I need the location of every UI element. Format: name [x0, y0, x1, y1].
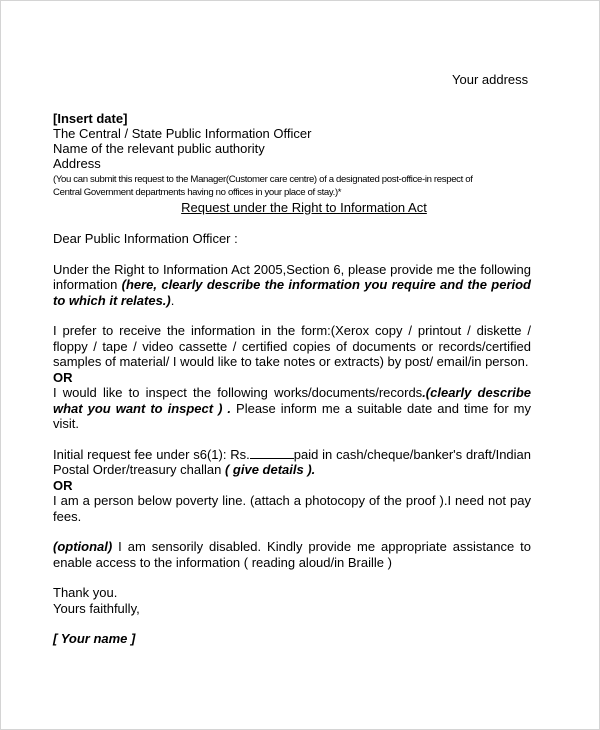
letter-header [53, 111, 533, 215]
letter-body [53, 231, 531, 647]
valediction-line: Yours faithfully, [53, 601, 140, 616]
sender-address: Your address [452, 72, 529, 87]
fee-amount-blank [250, 447, 294, 459]
thanks-line: Thank you. [53, 585, 118, 600]
disability-text: I am sensorily disabled. Kindly provide me appropriate assistance to enable access to the information ( reading aloud/in Braille ) [53, 539, 531, 570]
information-request-text: Under the Right to Information Act 2005,Section 6, please provide me the following information [53, 261, 531, 292]
recipient-title: The Central / State Public Information Officer [53, 126, 312, 141]
or-separator-1: OR [53, 369, 73, 385]
optional-label: (optional) [53, 539, 113, 554]
name-placeholder: [ Your name ] [53, 631, 136, 646]
inspection-tail: Please inform me a suitable date and time for my visit. [53, 400, 531, 431]
inspection-paragraph [53, 385, 531, 432]
submission-note-line-1: (You can submit this request to the Manager(Customer care centre) of a designated post-office-in respect of [53, 174, 473, 185]
salutation: Dear Public Information Officer : [53, 231, 238, 246]
or-separator-2: OR [53, 477, 73, 493]
date-placeholder: [Insert date] [53, 111, 128, 126]
information-request-instruction: (here, clearly describe the information you require and the period to which it relates.) [53, 277, 531, 308]
fee-text-before: Initial request fee under s6(1): Rs. [53, 446, 250, 462]
fee-details-instruction: ( give details ). [224, 462, 316, 477]
inspection-instruction: .(clearly describe what you want to inspect ) . [53, 385, 531, 416]
disability-paragraph [53, 539, 531, 570]
bpl-paragraph: I am a person below poverty line. (attach a photocopy of the proof ).I need not pay fees. [53, 493, 531, 524]
submission-note [53, 173, 533, 199]
fee-paragraph [53, 447, 531, 478]
information-request-paragraph [53, 262, 531, 309]
letter-subject: Request under the Right to Information Act [181, 200, 427, 215]
period: . [170, 292, 175, 308]
submission-note-line-2: Central Government departments having no offices in your place of stay.)* [53, 187, 342, 198]
inspection-text: I would like to inspect the following works/documents/records [53, 385, 423, 400]
recipient-authority: Name of the relevant public authority [53, 141, 265, 156]
delivery-format-paragraph: I prefer to receive the information in the form:(Xerox copy / printout / diskette / floppy / tape / video cassette / certified copies of documents or records/certified samples of material/ I would like to take notes or extracts) by post/ email/in person. [53, 323, 531, 369]
fee-text-after: paid in cash/cheque/banker's draft/Indian Postal Order/treasury challan [53, 446, 531, 477]
recipient-address: Address [53, 156, 101, 171]
